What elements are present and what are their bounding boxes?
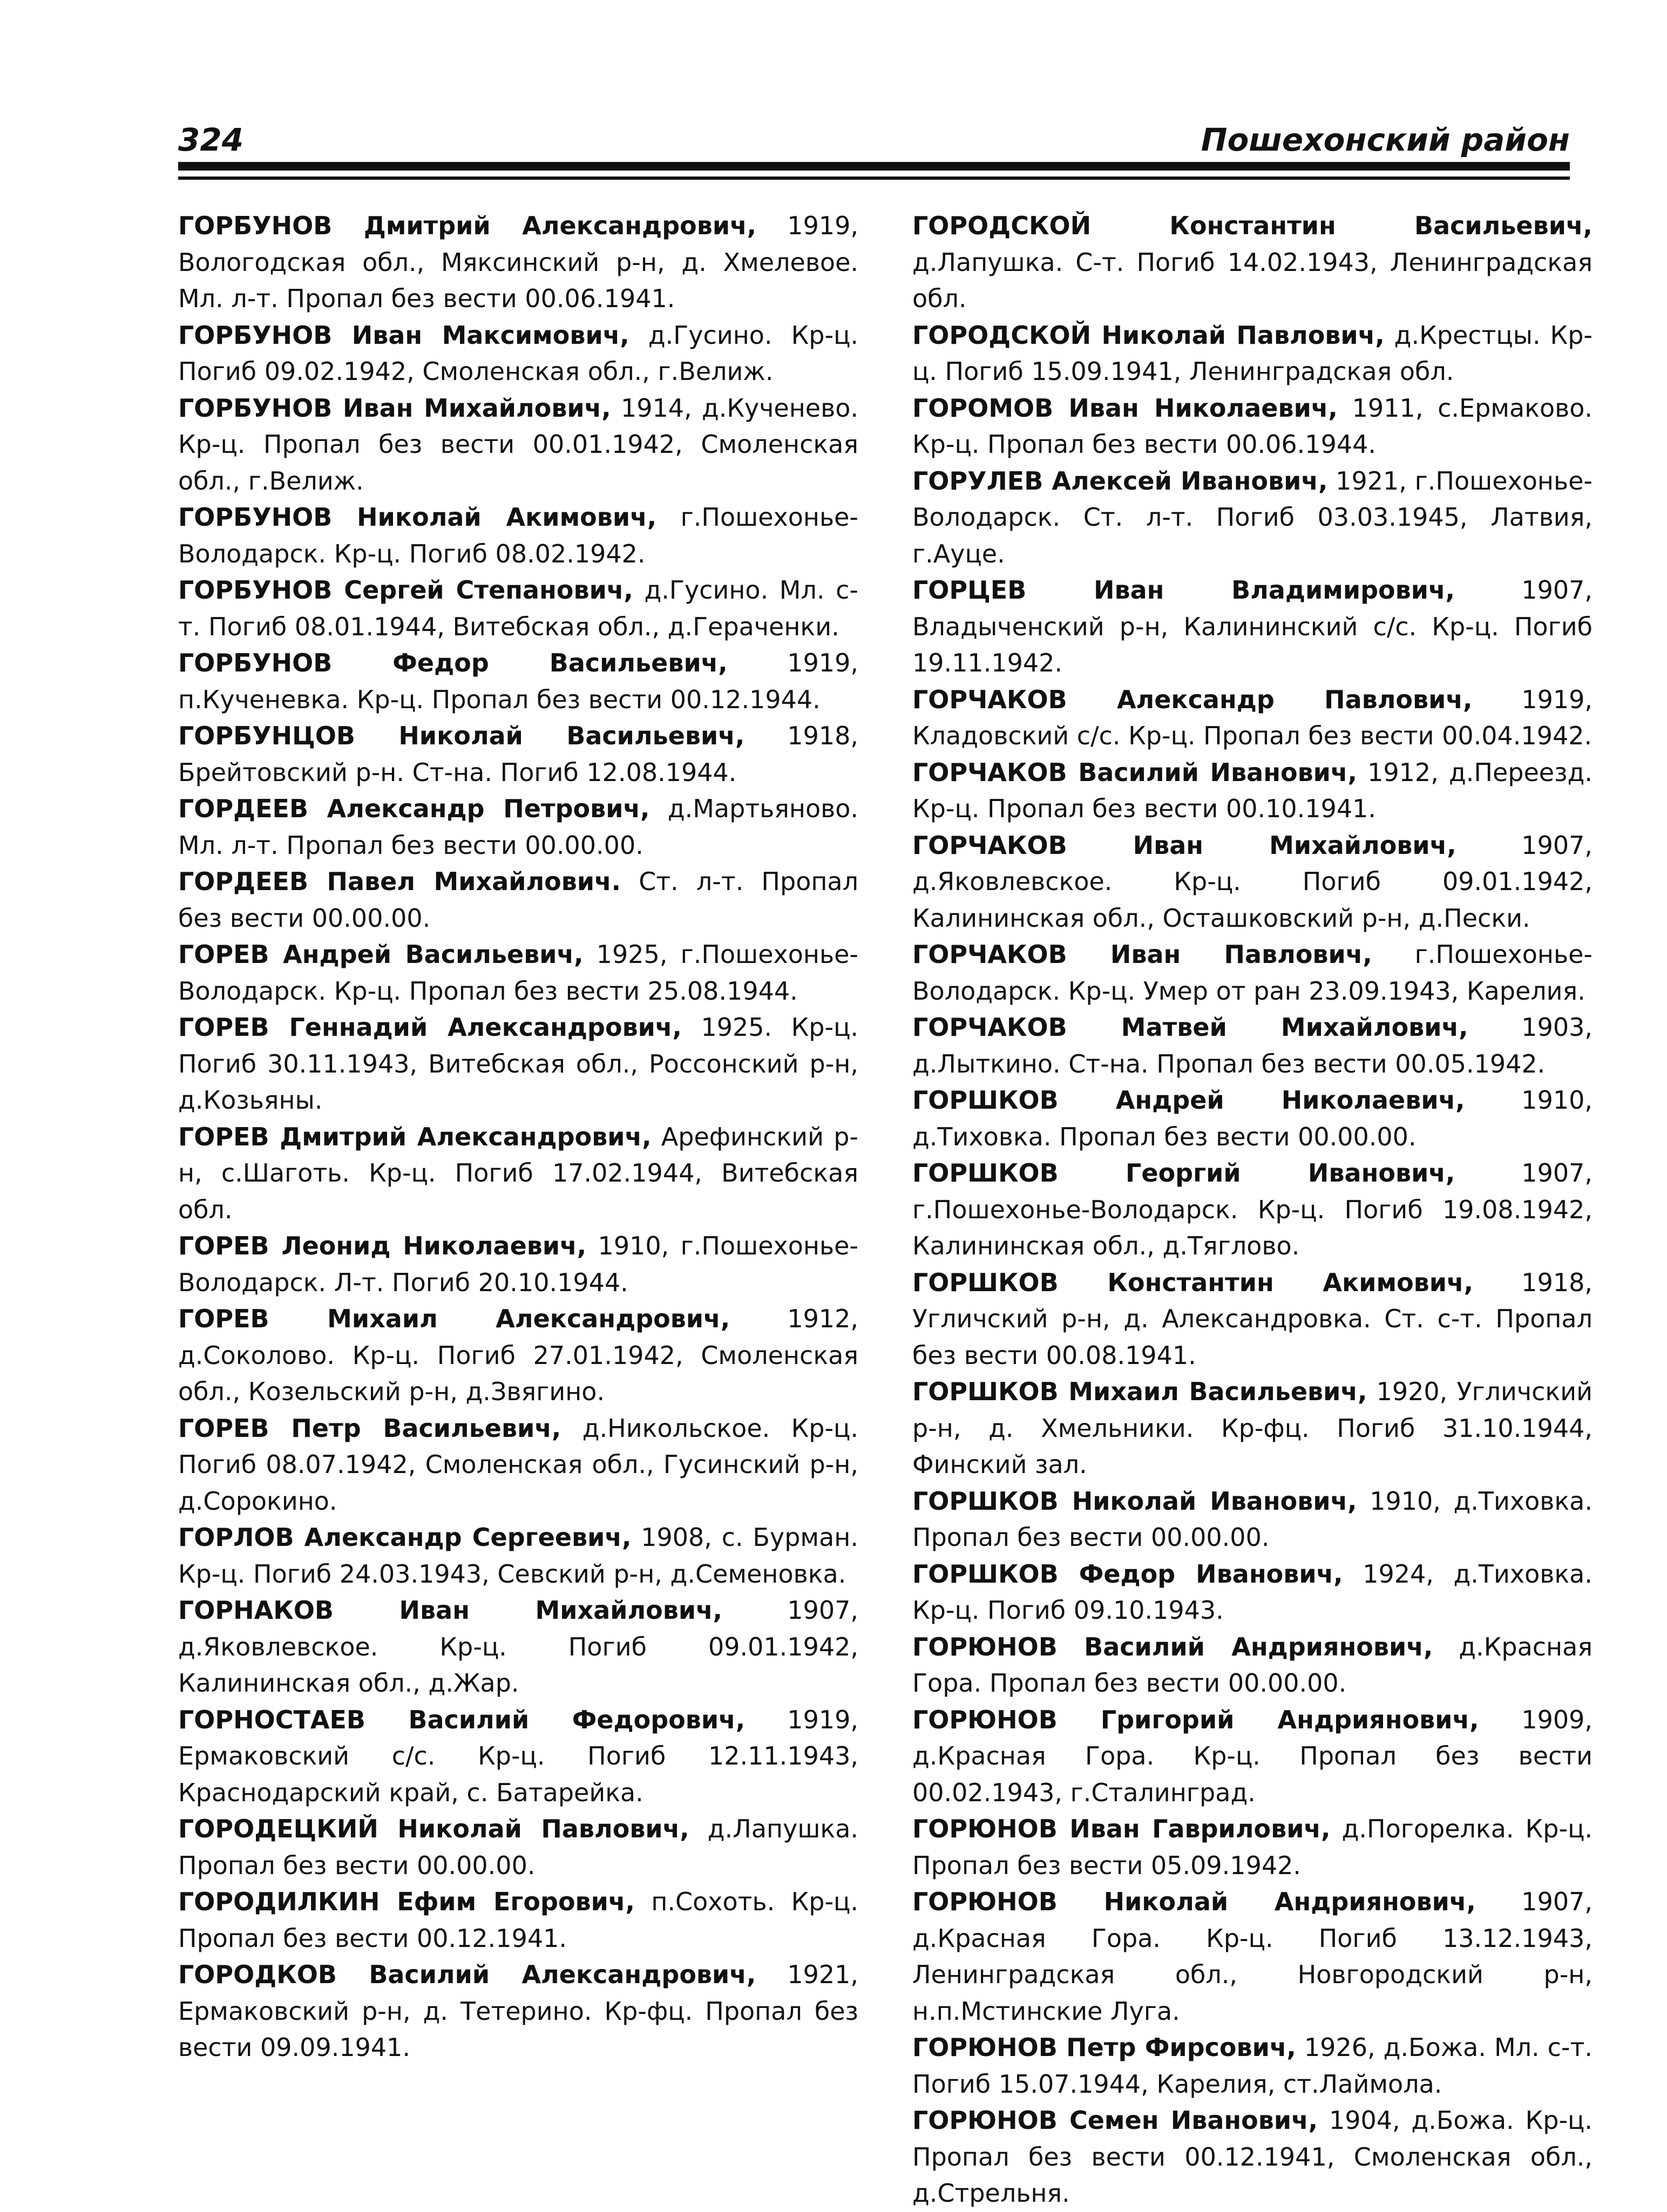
entry-name: ГОРБУНОВ Федор Васильевич, [178, 648, 728, 677]
entry-name: ГОРЕВ Михаил Александрович, [178, 1304, 730, 1333]
memorial-entry [178, 1228, 858, 1301]
memorial-entry [912, 937, 1593, 1009]
entry-details: 1903, д.Лыткино. Ст-на. Пропал без вести 00.05.1942. [912, 1013, 1593, 1078]
memorial-entry [912, 1082, 1593, 1155]
entry-name: ГОРОДСКОЙ Николай Павлович, [912, 320, 1385, 350]
entry-name: ГОРОДИЛКИН Ефим Егорович, [178, 1887, 635, 1916]
entry-name: ГОРНАКОВ Иван Михайлович, [178, 1596, 723, 1625]
entry-details: д.Красная Гора. Пропал без вести 00.00.00. [912, 1632, 1593, 1698]
memorial-entry [178, 864, 858, 937]
entry-name: ГОРЮНОВ Петр Фирсович, [912, 2033, 1296, 2062]
entry-details: 1912, д.Соколово. Кр-ц. Погиб 27.01.1942, Смоленская обл., Козельский р-н, д.Звягино. [178, 1304, 859, 1406]
memorial-entry [912, 317, 1593, 390]
entry-details: 1919, Ермаковский с/с. Кр-ц. Погиб 12.11.1943, Краснодарский край, с. Батарейка. [178, 1705, 858, 1807]
entry-name: ГОРЧАКОВ Иван Михайлович, [912, 830, 1456, 860]
page-number: 324 [178, 121, 244, 158]
entry-details: 1907, Владыченский р-н, Калининский с/с. Кр-ц. Погиб 19.11.1942. [912, 575, 1593, 677]
memorial-entry [912, 1155, 1593, 1265]
entry-details: Арефинский р-н, с.Шаготь. Кр-ц. Погиб 17.02.1944, Витебская обл. [178, 1122, 858, 1224]
memorial-entry [178, 208, 858, 317]
entry-details: д.Погорелка. Кр-ц. Пропал без вести 05.09.1942. [912, 1814, 1593, 1880]
entry-details: 1910, д.Тиховка. Пропал без вести 00.00.00. [912, 1085, 1593, 1151]
entry-details: 1910, г.Пошехонье-Володарск. Л-т. Погиб 20.10.1944. [178, 1231, 858, 1297]
entry-details: 1904, д.Божа. Кр-ц. Пропал без вести 00.12.1941, Смоленская обл., д.Стрельня. [912, 2106, 1593, 2208]
entry-name: ГОРЛОВ Александр Сергеевич, [178, 1523, 632, 1552]
entry-details: 1907, г.Пошехонье-Володарск. Кр-ц. Погиб 19.08.1942, Калининская обл., д.Тяглово. [912, 1158, 1593, 1260]
entry-name: ГОРЧАКОВ Матвей Михайлович, [912, 1013, 1468, 1042]
entry-details: 1919, Вологодская обл., Мяксинский р-н, д. Хмелевое. Мл. л-т. Пропал без вести 00.06.1941. [178, 211, 858, 313]
memorial-entry [178, 1410, 858, 1520]
entry-name: ГОРОДСКОЙ Константин Васильевич, [912, 211, 1593, 240]
entry-details: 1921, Ермаковский р-н, д. Тетерино. Кр-фц. Пропал без вести 09.09.1941. [178, 1960, 859, 2062]
entry-details: п.Сохоть. Кр-ц. Пропал без вести 00.12.1941. [178, 1887, 858, 1953]
memorial-entry [912, 1811, 1593, 1884]
entry-name: ГОРБУНОВ Иван Максимович, [178, 320, 629, 350]
memorial-entry [912, 208, 1593, 317]
entry-details: 1908, с. Бурман. Кр-ц. Погиб 24.03.1943, Севский р-н, д.Семеновка. [178, 1523, 858, 1589]
entry-details: г.Пошехонье-Володарск. Кр-ц. Умер от ран 23.09.1943, Карелия. [912, 940, 1593, 1006]
entry-details: 1907, д.Яковлевское. Кр-ц. Погиб 09.01.1942, Калининская обл., Осташковский р-н, д.Пески. [912, 830, 1593, 933]
entry-name: ГОРБУНОВ Николай Акимович, [178, 503, 657, 532]
entry-details: 1925, г.Пошехонье-Володарск. Кр-ц. Пропал без вести 25.08.1944. [178, 940, 858, 1006]
entry-name: ГОРШКОВ Константин Акимович, [912, 1267, 1474, 1297]
header-rule-thick [178, 162, 1570, 171]
entry-details: Ст. л-т. Пропал без вести 00.00.00. [178, 867, 859, 933]
memorial-entry [912, 1702, 1593, 1811]
memorial-entry [912, 1265, 1593, 1374]
entry-name: ГОРБУНОВ Дмитрий Александрович, [178, 211, 757, 240]
memorial-entry [912, 1483, 1593, 1556]
entry-details: д.Лапушка. Пропал без вести 00.00.00. [178, 1814, 858, 1880]
entry-details: 1907, д.Яковлевское. Кр-ц. Погиб 09.01.1942, Калининская обл., д.Жар. [178, 1596, 858, 1698]
memorial-entry [178, 1519, 858, 1592]
entry-details: 1907, д.Красная Гора. Кр-ц. Погиб 13.12.1943, Ленинградская обл., Новгородский р-н, н.п.Мстинские Луга. [912, 1887, 1593, 2026]
memorial-entry [178, 390, 858, 500]
memorial-entry [912, 1629, 1593, 1702]
entry-name: ГОРЧАКОВ Иван Павлович, [912, 940, 1372, 969]
entry-name: ГОРШКОВ Андрей Николаевич, [912, 1085, 1465, 1115]
memorial-entry [178, 1009, 858, 1119]
memorial-entry [912, 827, 1593, 937]
memorial-entry [912, 390, 1593, 463]
entry-details: 1912, д.Переезд. Кр-ц. Пропал без вести 00.10.1941. [912, 757, 1593, 823]
memorial-entry [178, 1884, 858, 1957]
entry-name: ГОРБУНЦОВ Николай Васильевич, [178, 721, 745, 750]
entry-name: ГОРНОСТАЕВ Василий Федорович, [178, 1705, 746, 1734]
memorial-entry [178, 791, 858, 864]
memorial-entry [178, 1301, 858, 1410]
entry-details: 1911, с.Ермаково. Кр-ц. Пропал без вести 00.06.1944. [912, 393, 1593, 459]
entry-name: ГОРОДКОВ Василий Александрович, [178, 1960, 756, 1989]
memorial-entry [178, 937, 858, 1009]
entry-name: ГОРЮНОВ Василий Андриянович, [912, 1632, 1433, 1661]
running-title: Пошехонский район [1201, 121, 1570, 158]
memorial-entry [912, 572, 1593, 682]
header-rule-thin [178, 177, 1570, 180]
memorial-entry [178, 718, 858, 791]
entry-name: ГОРЮНОВ Григорий Андриянович, [912, 1705, 1479, 1734]
memorial-entry [912, 1009, 1593, 1082]
entry-name: ГОРЕВ Андрей Васильевич, [178, 940, 584, 969]
entry-details: 1926, д.Божа. Мл. с-т. Погиб 15.07.1944, Карелия, ст.Лаймола. [912, 2033, 1593, 2099]
entry-details: д.Мартьяново. Мл. л-т. Пропал без вести 00.00.00. [178, 794, 858, 860]
memorial-entry [912, 755, 1593, 827]
entry-name: ГОРЧАКОВ Александр Павлович, [912, 684, 1473, 714]
entry-details: 1909, д.Красная Гора. Кр-ц. Пропал без вести 00.02.1943, г.Сталинград. [912, 1705, 1593, 1807]
entry-name: ГОРЕВ Геннадий Александрович, [178, 1013, 682, 1042]
memorial-entry [912, 2030, 1593, 2102]
entry-details: г.Пошехонье-Володарск. Кр-ц. Погиб 08.02.1942. [178, 503, 858, 568]
entry-name: ГОРУЛЕВ Алексей Иванович, [912, 466, 1328, 496]
entry-name: ГОРЮНОВ Семен Иванович, [912, 2106, 1318, 2135]
memorial-entry [912, 1556, 1593, 1629]
entry-details: д.Гусино. Мл. с-т. Погиб 08.01.1944, Витебская обл., д.Гераченки. [178, 575, 858, 641]
entry-name: ГОРШКОВ Федор Иванович, [912, 1559, 1343, 1589]
entry-name: ГОРШКОВ Николай Иванович, [912, 1486, 1357, 1516]
entry-details: д.Никольское. Кр-ц. Погиб 08.07.1942, Смоленская обл., Гусинский р-н, д.Сорокино. [178, 1413, 858, 1516]
entry-details: 1918, Угличский р-н, д. Александровка. Ст. с-т. Пропал без вести 00.08.1941. [912, 1267, 1593, 1370]
memorial-entry [178, 1702, 858, 1811]
memorial-entry [178, 499, 858, 572]
entry-name: ГОРБУНОВ Иван Михайлович, [178, 393, 611, 423]
entry-details: 1918, Брейтовский р-н. Ст-на. Погиб 12.08.1944. [178, 721, 858, 787]
memorial-entry [912, 682, 1593, 755]
memorial-entry [912, 2102, 1593, 2212]
entry-details: 1914, д.Кученево. Кр-ц. Пропал без вести 00.01.1942, Смоленская обл., г.Велиж. [178, 393, 858, 496]
entry-name: ГОРЦЕВ Иван Владимирович, [912, 575, 1455, 605]
memorial-entry [178, 317, 858, 390]
entry-name: ГОРШКОВ Михаил Васильевич, [912, 1377, 1367, 1406]
memorial-entry [178, 1592, 858, 1702]
entry-details: 1910, д.Тиховка. Пропал без вести 00.00.00. [912, 1486, 1593, 1552]
memorial-entry [178, 572, 858, 645]
entry-name: ГОРШКОВ Георгий Иванович, [912, 1158, 1455, 1188]
entry-details: д.Крестцы. Кр-ц. Погиб 15.09.1941, Ленинградская обл. [912, 320, 1593, 386]
memorial-entry [912, 1374, 1593, 1483]
entry-name: ГОРЕВ Дмитрий Александрович, [178, 1122, 652, 1151]
entry-name: ГОРЧАКОВ Василий Иванович, [912, 757, 1357, 787]
entry-name: ГОРЮНОВ Иван Гаврилович, [912, 1814, 1331, 1843]
entry-details: д.Гусино. Кр-ц. Погиб 09.02.1942, Смоленская обл., г.Велиж. [178, 320, 858, 386]
entry-name: ГОРДЕЕВ Павел Михайлович. [178, 867, 621, 896]
memorial-entry [912, 463, 1593, 573]
right-column [912, 208, 1593, 2212]
page-header [178, 121, 1570, 165]
entry-details: д.Лапушка. С-т. Погиб 14.02.1943, Ленинградская обл. [912, 247, 1593, 313]
memorial-entry [912, 1884, 1593, 2030]
entry-name: ГОРОДЕЦКИЙ Николай Павлович, [178, 1814, 689, 1843]
entry-details: 1919, Кладовский с/с. Кр-ц. Пропал без вести 00.04.1942. [912, 684, 1593, 750]
left-column [178, 208, 858, 2066]
entry-details: 1924, д.Тиховка. Кр-ц. Погиб 09.10.1943. [912, 1559, 1593, 1625]
entry-details: 1921, г.Пошехонье-Володарск. Ст. л-т. Погиб 03.03.1945, Латвия, г.Ауце. [912, 466, 1593, 568]
entry-name: ГОРБУНОВ Сергей Степанович, [178, 575, 633, 605]
entry-details: 1925. Кр-ц. Погиб 30.11.1943, Витебская обл., Россонский р-н, д.Козьяны. [178, 1013, 859, 1115]
memorial-entry [178, 1957, 858, 2066]
entry-name: ГОРОМОВ Иван Николаевич, [912, 393, 1338, 423]
memorial-entry [178, 1119, 858, 1229]
entry-name: ГОРЮНОВ Николай Андриянович, [912, 1887, 1476, 1916]
memorial-entry [178, 645, 858, 718]
memorial-entry [178, 1811, 858, 1884]
entry-name: ГОРДЕЕВ Александр Петрович, [178, 794, 650, 823]
entry-details: 1920, Угличский р-н, д. Хмельники. Кр-фц. Погиб 31.10.1944, Финский зал. [912, 1377, 1593, 1479]
entry-details: 1919, п.Кученевка. Кр-ц. Пропал без вести 00.12.1944. [178, 648, 858, 714]
entry-name: ГОРЕВ Леонид Николаевич, [178, 1231, 587, 1260]
entry-name: ГОРЕВ Петр Васильевич, [178, 1413, 561, 1443]
